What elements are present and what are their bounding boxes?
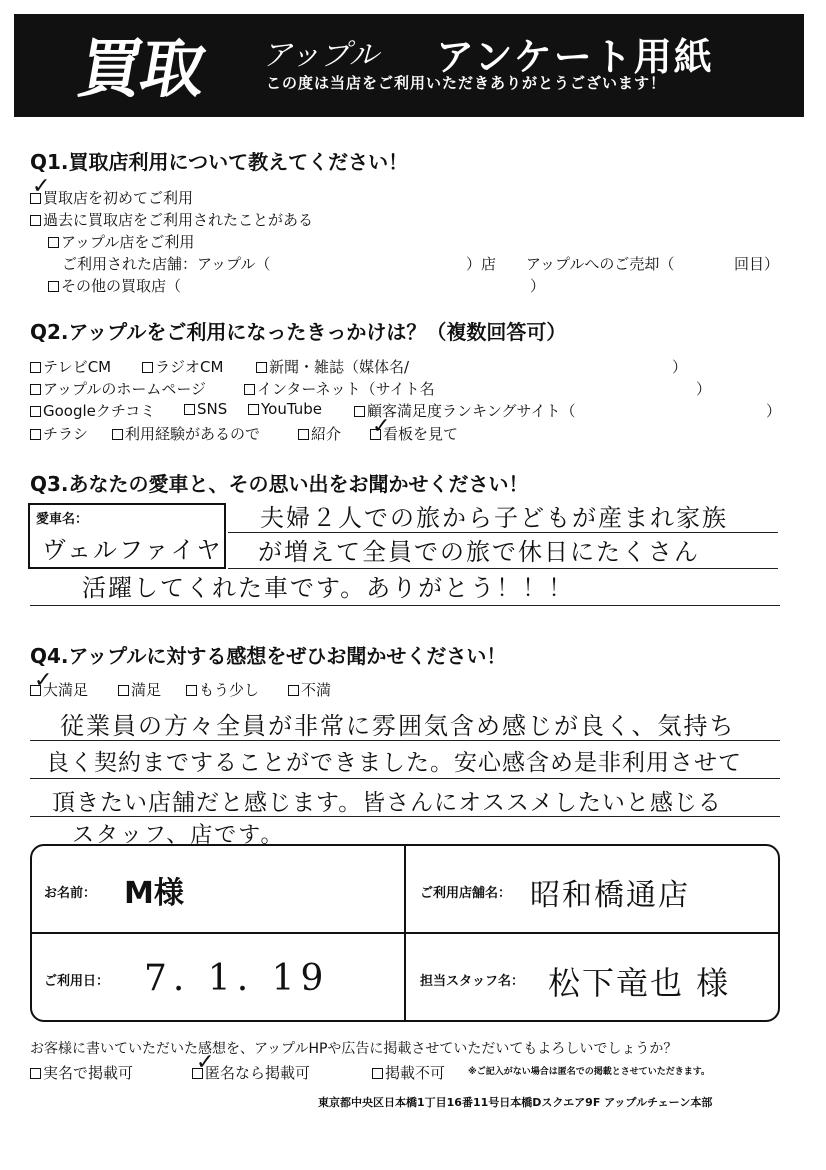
- q2-option-internet[interactable]: [244, 378, 435, 399]
- consent-option-real-name-label: 実名で掲載可: [43, 1064, 134, 1082]
- car-name-value[interactable]: ヴェルファイヤ: [42, 536, 223, 564]
- checkbox[interactable]: [30, 193, 41, 204]
- checkbox[interactable]: [48, 281, 59, 292]
- q1-option-past[interactable]: [30, 209, 313, 230]
- footer-address: 東京都中央区日本橋1丁目16番11号日本橋Dスクエア9F アップルチェーン本部: [318, 1096, 713, 1109]
- memory-line-3[interactable]: 活躍してくれた車です。ありがとう！！！: [82, 574, 575, 602]
- kaitori-logo: 買取: [72, 33, 210, 107]
- q2-option-youtube-label: YouTube: [261, 400, 322, 418]
- q4-option-very-label: 大満足: [43, 681, 89, 699]
- store-label: ご利用店舗名：: [420, 886, 512, 901]
- checkbox[interactable]: [30, 429, 41, 440]
- checkmark-icon: ✓: [196, 1050, 215, 1075]
- checkbox[interactable]: [142, 362, 153, 373]
- consent-note: ※ご記入がない場合は匿名での掲載とさせていただきます。: [468, 1067, 711, 1077]
- q4-option-more[interactable]: [186, 679, 259, 700]
- checkbox[interactable]: [112, 429, 123, 440]
- q1-option-apple-label: アップル店をご利用: [61, 233, 195, 251]
- q1-option-first[interactable]: [30, 187, 193, 208]
- q2-internet-close: ）: [696, 380, 712, 398]
- q1-option-apple[interactable]: [48, 231, 194, 252]
- checkmark-icon: ✓: [372, 414, 391, 439]
- q2-option-news-label: 新聞・雑誌（媒体名/: [269, 358, 410, 376]
- checkbox[interactable]: [30, 406, 41, 417]
- q2-option-sns-label: SNS: [197, 400, 228, 418]
- q1-title: Q1.買取店利用について教えてください！: [30, 150, 409, 174]
- checkbox[interactable]: [30, 384, 41, 395]
- q2-option-internet-label: インターネット（サイト名: [257, 380, 435, 398]
- memory-line-1[interactable]: 夫婦２人での旅から子どもが産まれ家族: [260, 504, 728, 532]
- q1-store-suffix: ）店: [466, 255, 497, 273]
- q2-option-tv[interactable]: [30, 356, 111, 377]
- q2-option-home[interactable]: [30, 378, 206, 399]
- checkbox[interactable]: [298, 429, 309, 440]
- q2-option-home-label: アップルのホームページ: [43, 380, 207, 398]
- q1-sell-suffix: 回目）: [734, 255, 780, 273]
- q2-option-tv-label: テレビCM: [43, 358, 112, 376]
- store-value[interactable]: 昭和橋通店: [530, 878, 690, 913]
- checkbox[interactable]: [186, 685, 197, 696]
- writing-line: [30, 816, 780, 817]
- name-value[interactable]: M様: [124, 876, 184, 911]
- q2-option-intro-label: 紹介: [311, 425, 342, 443]
- checkbox[interactable]: [288, 685, 299, 696]
- checkbox[interactable]: [118, 685, 129, 696]
- staff-value[interactable]: 松下竜也 様: [548, 964, 731, 1002]
- q1-option-other[interactable]: [48, 275, 181, 296]
- q1-sell-prefix: アップルへのご売却（: [526, 255, 675, 273]
- q1-option-past-label: 過去に買取店をご利用されたことがある: [43, 211, 314, 229]
- comment-line-3[interactable]: 頂きたい店舗だと感じます。皆さんにオススメしたいと感じる: [52, 790, 722, 816]
- q1-option-other-label: その他の買取店（: [61, 277, 182, 295]
- q1-store-prefix: ご利用された店舗：アップル（: [62, 255, 271, 273]
- q2-option-experience-label: 利用経験があるので: [125, 425, 261, 443]
- checkbox[interactable]: [184, 404, 195, 415]
- writing-line: [30, 740, 780, 741]
- q2-option-flyer-label: チラシ: [43, 425, 89, 443]
- checkbox[interactable]: [30, 1068, 41, 1079]
- memory-line-2[interactable]: が増えて全員での旅で休日にたくさん: [258, 538, 700, 566]
- q3-title: Q3.あなたの愛車と、その思い出をお聞かせください！: [30, 472, 529, 496]
- q2-option-intro[interactable]: [298, 423, 341, 444]
- writing-line: [30, 605, 780, 606]
- date-label: ご利用日：: [44, 974, 110, 989]
- form-title: アンケート用紙: [436, 35, 714, 79]
- consent-option-no[interactable]: [372, 1062, 445, 1083]
- checkbox[interactable]: [30, 362, 41, 373]
- apple-logo: アップル: [262, 38, 379, 73]
- divider: [32, 932, 778, 934]
- checkbox[interactable]: [248, 404, 259, 415]
- consent-question: お客様に書いていただいた感想を、アップルHPや広告に掲載させていただいてもよろしいでしょうか？: [30, 1041, 678, 1057]
- date-value[interactable]: 7. 1. 19: [144, 958, 330, 999]
- q2-option-radio[interactable]: [142, 356, 223, 377]
- comment-line-2[interactable]: 良く契約まですることができました。安心感含め是非利用させて: [46, 750, 742, 776]
- q2-option-sign-label: 看板を見て: [383, 425, 459, 443]
- q1-other-close: ）: [530, 277, 546, 295]
- consent-option-anonymous-label: 匿名なら掲載可: [205, 1064, 311, 1082]
- checkbox[interactable]: [244, 384, 255, 395]
- q4-option-unsatisfied[interactable]: [288, 679, 331, 700]
- q2-option-ranking-label: 顧客満足度ランキングサイト（: [367, 402, 576, 420]
- checkbox[interactable]: [354, 406, 365, 417]
- comment-line-4[interactable]: スタッフ、店です。: [72, 823, 285, 848]
- q2-option-sns[interactable]: [184, 400, 227, 418]
- q2-title: Q2.アップルをご利用になったきっかけは？（複数回答可）: [30, 320, 567, 344]
- checkbox[interactable]: [48, 237, 59, 248]
- q1-option-first-label: 買取店を初めてご利用: [43, 189, 194, 207]
- q2-option-radio-label: ラジオCM: [155, 358, 224, 376]
- checkbox[interactable]: [256, 362, 267, 373]
- form-subtitle: この度は当店をご利用いただきありがとうございます！: [266, 74, 667, 92]
- q4-option-more-label: もう少し: [199, 681, 260, 699]
- name-label: お名前：: [44, 886, 97, 901]
- checkmark-icon: ✓: [34, 668, 53, 693]
- q4-option-satisfied[interactable]: [118, 679, 161, 700]
- checkbox[interactable]: [372, 1068, 383, 1079]
- checkmark-icon: ✓: [32, 174, 51, 199]
- q4-option-unsatisfied-label: 不満: [301, 681, 332, 699]
- q2-option-youtube[interactable]: [248, 400, 322, 418]
- q2-option-google-label: Googleクチコミ: [43, 402, 156, 420]
- q2-option-google[interactable]: [30, 400, 155, 421]
- q2-option-flyer[interactable]: [30, 423, 88, 444]
- q2-news-close: ）: [672, 358, 688, 376]
- consent-option-no-label: 掲載不可: [385, 1064, 446, 1082]
- q4-option-satisfied-label: 満足: [131, 681, 162, 699]
- checkbox[interactable]: [30, 215, 41, 226]
- q2-ranking-close: ）: [766, 402, 782, 420]
- comment-line-1[interactable]: 従業員の方々全員が非常に雰囲気含め感じが良く、気持ち: [60, 712, 736, 740]
- consent-option-real-name[interactable]: [30, 1062, 133, 1083]
- car-name-label: 愛車名：: [36, 512, 89, 527]
- staff-label: 担当スタッフ名：: [420, 974, 525, 989]
- writing-line: [30, 778, 780, 779]
- q2-option-experience[interactable]: [112, 423, 260, 444]
- q2-option-news[interactable]: [256, 356, 409, 377]
- q4-title: Q4.アップルに対する感想をぜひお聞かせください！: [30, 644, 507, 668]
